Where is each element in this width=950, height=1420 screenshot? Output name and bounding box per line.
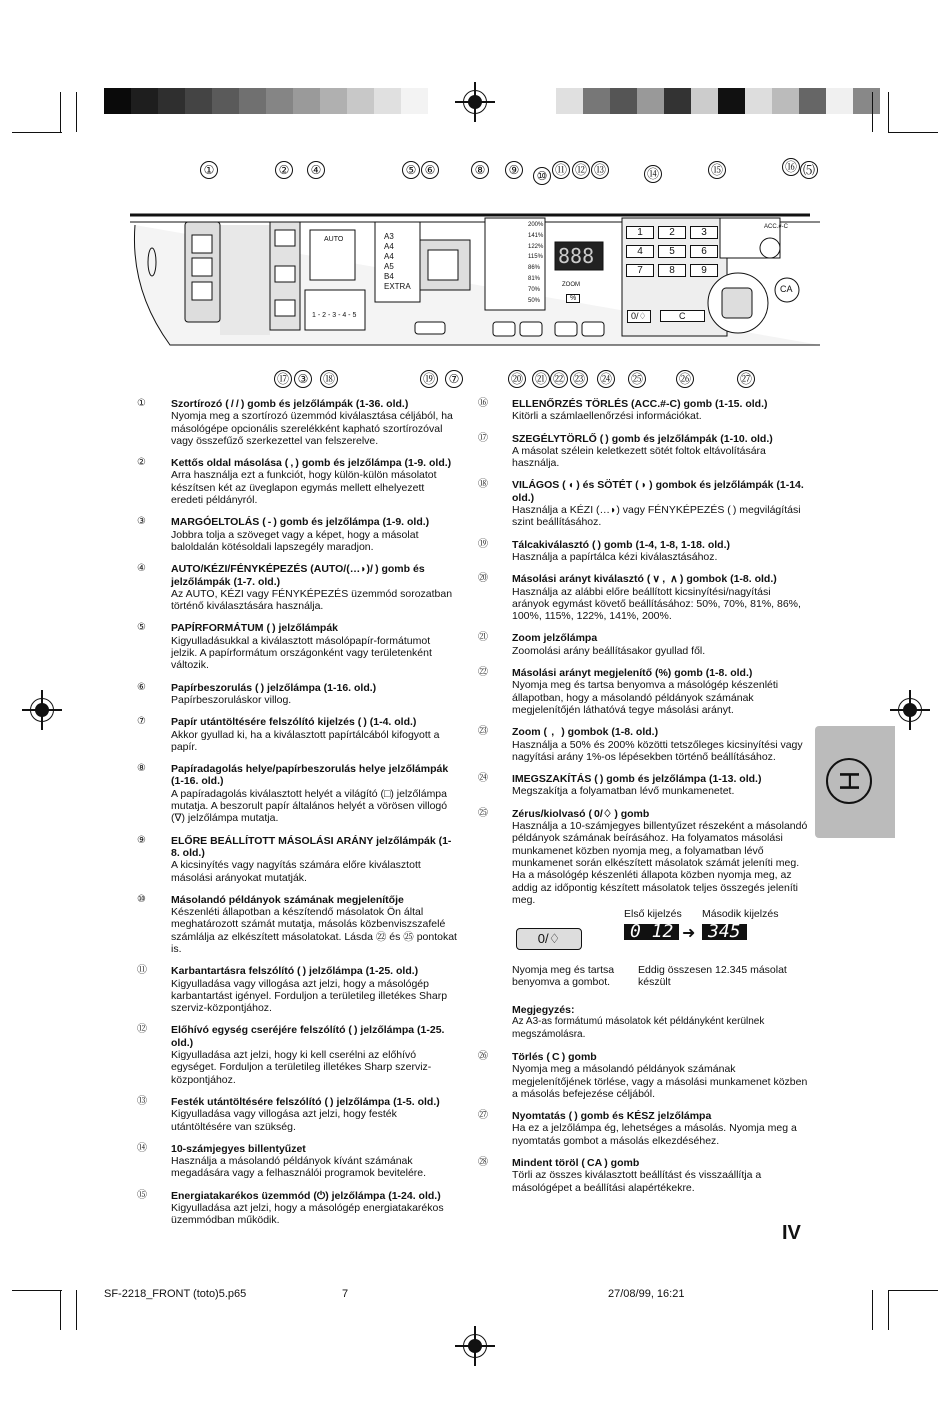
- item-dual-page: [137, 457, 459, 506]
- paper-size-b4: B4: [384, 272, 394, 281]
- item-desc: Az AUTO, KÉZI vagy FÉNYKÉPEZÉS üzemmód sorozatban történő kiválasztására használja.: [171, 587, 453, 613]
- crop-mark: [888, 132, 938, 133]
- callout-17: ⑰: [274, 370, 292, 388]
- clear-key[interactable]: C: [660, 310, 705, 322]
- item-desc: Akkor gyullad ki, ha a kiválasztott papírtálcából kifogyott a papír.: [171, 728, 440, 753]
- item-desc: Ha ez a jelzőlámpa ég, lehetséges a másolás. Nyomja meg a nyomtatás gombot a másolás elkezdéséhez.: [512, 1122, 797, 1147]
- crop-mark: [12, 132, 62, 133]
- item-desc: A másolat szélein keletkezett sötét foltok eltávolítására használja.: [512, 444, 766, 470]
- item-clear: [478, 1051, 808, 1100]
- item-title: 10-számjegyes billentyűzet: [171, 1142, 306, 1155]
- second-display: 345: [702, 924, 747, 940]
- item-developer: [137, 1024, 459, 1085]
- control-panel-drawing: [130, 200, 820, 360]
- item-desc: Használja a KÉZI (…◗) vagy FÉNYKÉPEZÉS ( ) megvilágítási szint beállításához.: [512, 504, 801, 529]
- paper-size-a5: A5: [384, 262, 394, 271]
- item-desc: Papírbeszoruláskor villog.: [171, 693, 292, 706]
- item-title: Szortírozó ( / / ) gomb és jelzőlámpák (1-36. old.): [171, 398, 409, 410]
- note-title: Megjegyzés:: [512, 1004, 575, 1017]
- item-title: Tálcakiválasztó ( ) gomb (1-4, 1-8, 1-18. old.): [512, 538, 730, 551]
- item-title: Karbantartásra felszólító ( ) jelzőlámpa (1-25. old.): [171, 965, 419, 978]
- callout-8: ⑧: [471, 161, 489, 179]
- callout-24: ㉔: [597, 370, 615, 388]
- item-desc: Kitörli a számlaellenőrzési információkat.: [512, 410, 702, 423]
- callout-27: ㉗: [737, 370, 755, 388]
- ratio-86: 86%: [528, 265, 541, 272]
- item-edge-erase: [478, 433, 808, 470]
- callout-11: ⑪: [552, 161, 570, 179]
- item-title: SZEGÉLYTÖRLŐ ( ) gomb és jelzőlámpák (1-10. old.): [512, 432, 773, 445]
- item-marker: ⑪: [137, 965, 147, 977]
- item-marker: ⑱: [478, 479, 488, 491]
- item-desc: Nyomja meg a szortírozó üzemmód kiválasztása céljából, ha másológépe opcionális szerelékként kapható szortírozóval vagy összefűző szerkezettel van felszerelve.: [171, 410, 453, 447]
- footer-date: 27/08/99, 16:21: [608, 1288, 685, 1300]
- footer-file: SF-2218_FRONT (toto)5.p65: [104, 1288, 247, 1300]
- ratio-70: 70%: [528, 286, 541, 293]
- item-desc: Használja a másolandó példányok kívánt számának megadására vagy a felhasználói programok bevitelére.: [171, 1155, 427, 1180]
- item-desc: Használja az alábbi előre beállított kicsinyítési/nagyítási arányok egymást követő beállításához: 50%, 70%, 81%, 86%, 100%, 115%, 122%, 141%, 200%.: [512, 585, 801, 623]
- item-title: Zoom ( , ) gombok (1-8. old.): [512, 726, 659, 739]
- item-marker: ⑤: [137, 622, 146, 634]
- crop-mark: [60, 92, 61, 132]
- item-title: Papír utántöltésére felszólító kijelzés ( ) (1-4. old.): [171, 716, 417, 729]
- callout-26: ㉖: [676, 370, 694, 388]
- callout-4: ④: [307, 161, 325, 179]
- item-zero-readout: [478, 808, 808, 906]
- callout-13: ⑬: [591, 161, 609, 179]
- item-desc: Nyomja meg és tartsa benyomva a másológép készenléti állapotban, hogy a másolandó példányok számának megjelenítőjén láthatóvá tegye másolási arányt.: [512, 679, 779, 716]
- paper-size-a4: A4: [384, 242, 394, 251]
- item-ratio-select: [478, 573, 808, 622]
- item-preset-ratio: [137, 835, 459, 884]
- item-marker: ⑥: [137, 681, 146, 693]
- key-2[interactable]: 2: [658, 226, 686, 239]
- callout-2: ②: [275, 161, 293, 179]
- item-marker: ⑳: [478, 573, 488, 585]
- callout-14: ⑭: [644, 165, 662, 183]
- callout-20: ⑳: [508, 370, 526, 388]
- item-maintenance: [137, 965, 459, 1014]
- crop-mark: [60, 1290, 61, 1330]
- item-marker: ㉖: [478, 1050, 488, 1062]
- ratio-200: 200%: [528, 222, 544, 228]
- numeric-keypad: [626, 226, 722, 277]
- crop-mark: [888, 1290, 889, 1330]
- ratio-81: 81%: [528, 275, 541, 282]
- crop-mark: [76, 92, 77, 132]
- ratio-122: 122%: [528, 243, 544, 250]
- callout-6: ⑥: [421, 161, 439, 179]
- item-energy-save: [137, 1190, 459, 1227]
- item-marker: ㉒: [478, 667, 488, 679]
- item-title: Festék utántöltésére felszólító ( ) jelzőlámpa (1-5. old.): [171, 1095, 440, 1108]
- item-title: Papírbeszorulás ( ) jelzőlámpa (1-16. old.): [171, 681, 377, 694]
- item-title: Papíradagolás helye/papírbeszorulás helye jelzőlámpák (1-16. old.): [171, 763, 449, 788]
- item-marker: ㉘: [478, 1157, 488, 1169]
- item-title: Másolandó példányok számának megjelenítője: [171, 893, 404, 906]
- item-marker: ⑦: [137, 716, 146, 728]
- item-desc: A kicsinyítés vagy nagyítás számára előre kiválasztott másolási arányokat mutatják.: [171, 859, 421, 884]
- callout-1: ①: [200, 161, 218, 179]
- item-desc: A papíradagolás kiválasztott helyét a világító (□) jelzőlámpa mutatja. A beszorult papír általános helyét a vörösen villogó (∇) jelzőlámpa mutatja.: [171, 787, 448, 825]
- callout-18: ⑱: [320, 370, 338, 388]
- item-desc: Kigyulladása vagy villogása azt jelzi, hogy festék utántöltésére van szükség.: [171, 1108, 397, 1133]
- crop-mark: [872, 1290, 873, 1330]
- crop-mark: [888, 1290, 938, 1291]
- registration-mark-right: [890, 690, 930, 730]
- key-9[interactable]: 9: [690, 264, 718, 277]
- item-desc: Arra használja ezt a funkciót, hogy külön-külön másolatot készítsen két az üveglapon egymás mellett elhelyezett eredeti példányról.: [171, 469, 437, 507]
- footer-page: 7: [342, 1288, 349, 1300]
- item-title: AUTO/KÉZI/FÉNYKÉPEZÉS (AUTO/(…◗)/ ) gomb és jelzőlámpák (1-7. old.): [171, 563, 425, 588]
- crop-mark: [888, 92, 889, 132]
- item-marker: ④: [137, 563, 146, 575]
- ratio-115: 115%: [528, 254, 543, 261]
- item-desc: Jobbra tolja a szöveget vagy a képet, hogy a másolat baloldalán kötésoldali lapszegély maradjon.: [171, 528, 419, 553]
- note-block: [512, 1004, 808, 1041]
- item-marker: ㉕: [478, 807, 488, 819]
- item-desc: Nyomja meg a másolandó példányok számának megjelenítőjének törlése, vagy a másolási munkamenet közben a másolás befejezése céljából.: [512, 1063, 808, 1100]
- item-paper-size: [137, 622, 459, 671]
- callout-23: ㉓: [570, 370, 588, 388]
- item-desc: Használja a 50% és 200% közötti tetszőleges kicsinyítési vagy nagyítási arány 1%-os lépésekben történő beállításához.: [512, 738, 803, 763]
- item-marker: ③: [137, 516, 146, 528]
- item-title: ELLENŐRZÉS TÖRLÉS (ACC.#-C) gomb (1-15. old.): [512, 398, 768, 410]
- item-interrupt: [478, 773, 808, 798]
- item-title: Törlés ( C ) gomb: [512, 1050, 597, 1063]
- item-title: Nyomtatás ( ) gomb és KÉSZ jelzőlámpa: [512, 1110, 712, 1123]
- key-8[interactable]: 8: [658, 264, 686, 277]
- item-marker: ②: [137, 457, 146, 469]
- paper-size-a4-r: A4: [384, 252, 394, 261]
- item-marker: ⑮: [137, 1189, 147, 1201]
- right-column: [478, 398, 808, 1204]
- paper-size-a3: A3: [384, 232, 394, 241]
- item-title: Energiatakarékos üzemmód (⏻) jelzőlámpa (1-24. old.): [171, 1189, 441, 1202]
- left-column: [137, 398, 459, 1237]
- language-tab-letter: H: [826, 758, 872, 804]
- ratio-141: 141%: [528, 232, 544, 239]
- percent-button[interactable]: %: [566, 294, 580, 303]
- clear-all-key[interactable]: CA: [780, 284, 793, 294]
- exposure-scale: 1 - 2 - 3 - 4 - 5: [312, 312, 357, 319]
- item-keypad: [137, 1143, 459, 1180]
- auto-label: AUTO: [324, 236, 344, 243]
- item-title: Kettős oldal másolása ( , ) gomb és jelzőlámpa (1-9. old.): [171, 457, 452, 470]
- callout-12: ⑫: [572, 161, 590, 179]
- key-1[interactable]: 1: [626, 226, 654, 239]
- item-desc: Használja a 10-számjegyes billentyűzet részeként a másolandó példányok számának beírásához. Ha folyamatos másolási munkamenet közben nyomja meg, a folyamatban lévő munkamenet során elkészített másolatok számát jeleníti meg. Ha a másológép készenléti állapota közben nyomja meg, az addig az időpontig készített másolatok teljes összegés jeleníti meg.: [512, 820, 808, 906]
- callout-25: ㉕: [628, 370, 646, 388]
- item-marker: ⑰: [478, 432, 488, 444]
- item-desc: Kigyulladása azt jelzi, hogy a másológép energiatakarékos üzemmódban működik.: [171, 1202, 444, 1227]
- item-desc: Zoomolási arány beállításakor gyullad fől.: [512, 644, 706, 657]
- crop-mark: [76, 1290, 77, 1330]
- item-marker: ㉔: [478, 773, 488, 785]
- item-paper-feed: [137, 763, 459, 824]
- zero-readout-key[interactable]: 0/♢: [627, 310, 651, 323]
- arrow-icon: ➜: [682, 925, 696, 943]
- item-sorter: [137, 398, 459, 447]
- item-title: Zérus/kiolvasó ( 0/♢ ) gomb: [512, 807, 650, 820]
- item-marker: ㉑: [478, 632, 488, 644]
- callout-7: ⑦: [445, 370, 463, 388]
- copy-count-display: 888: [558, 244, 595, 268]
- callout-9: ⑨: [505, 161, 523, 179]
- item-title: Előhívó egység cseréjére felszólító ( ) jelzőlámpa (1-25. old.): [171, 1024, 445, 1049]
- callout-21: ㉑: [532, 370, 550, 388]
- item-title: ELŐRE BEÁLLÍTOTT MÁSOLÁSI ARÁNY jelzőlámpák (1-8. old.): [171, 834, 452, 859]
- item-title: VILÁGOS ( ◖ ) és SÖTÉT ( ◗ ) gombok és jelzőlámpák (1-14. old.): [512, 479, 804, 504]
- control-panel-illustration: [130, 200, 820, 360]
- zoom-label: ZOOM: [562, 282, 580, 288]
- callout-28: ⑸: [800, 161, 818, 179]
- item-title: IMEGSZAKÍTÁS ( ) gomb és jelzőlámpa (1-13. old.): [512, 773, 762, 786]
- crop-mark: [872, 92, 873, 132]
- paper-size-list: [384, 232, 411, 292]
- item-desc: Készenléti állapotban a készítendő másolatok Ön által meghatározott számát mutatja, másolás közbenviszszafelé számlálja az elkészített másolatokat. Lásda ㉒ és ㉕ pontokat is.: [171, 906, 457, 955]
- callout-19: ⑲: [420, 370, 438, 388]
- second-display-label: Második kijelzés: [702, 908, 779, 921]
- item-marker: ⑧: [137, 763, 146, 775]
- item-title: Másolási arányt megjelenítő (%) gomb (1-8. old.): [512, 667, 753, 680]
- item-clear-all: [478, 1157, 808, 1194]
- item-paper-jam: [137, 682, 459, 707]
- item-desc: Kigyulladása azt jelzi, hogy ki kell cserélni az előhívó egységet. Forduljon a területileg illetékes Sharp szerviz-központjához.: [171, 1049, 432, 1086]
- caption-total: Eddig összesen 12.345 másolat készült: [638, 964, 787, 989]
- item-title: Másolási arányt kiválasztó ( ∨ , ∧ ) gombok (1-8. old.): [512, 573, 777, 586]
- key-3[interactable]: 3: [690, 226, 718, 239]
- grayscale-calibration-bar: [104, 88, 428, 114]
- item-title: MARGÓELTOLÁS ( - ) gomb és jelzőlámpa (1-9. old.): [171, 516, 430, 529]
- key-6[interactable]: 6: [690, 245, 718, 258]
- item-marker: ⑲: [478, 538, 488, 550]
- callout-3: ③: [294, 370, 312, 388]
- item-marker: ㉓: [478, 726, 488, 738]
- crop-mark: [12, 1290, 62, 1291]
- item-marker: ⑨: [137, 834, 146, 846]
- item-desc: Kigyulladása vagy villogása azt jelzi, hogy a másológép karbantartást igényel. Forduljon a területileg illetékes Sharp szerviz-központjához.: [171, 977, 448, 1015]
- item-desc: Kigyulladásukkal a kiválasztott másolópapír-formátumot jelzik. A papírformátum országonként vagy területenként változik.: [171, 634, 432, 672]
- item-zoom-indicator: [478, 632, 808, 657]
- callout-22: ㉒: [550, 370, 568, 388]
- page-number: IV: [782, 1222, 801, 1244]
- item-ratio-display: [478, 667, 808, 716]
- acc-label: ACC.#-C: [764, 224, 789, 230]
- note-text: Az A3-as formátumú másolatok két példányként kerülnek megszámolásra.: [512, 1016, 765, 1040]
- language-tab: [815, 726, 895, 838]
- item-desc: Használja a papírtálca kézi kiválasztásához.: [512, 550, 718, 563]
- item-desc: Törli az összes kiválasztott beállítást és visszaállítja a másológépet a beállítási alapértékekre.: [512, 1169, 762, 1194]
- item-marker: ⑩: [137, 893, 146, 905]
- item-marker: ⑭: [137, 1142, 147, 1154]
- paper-size-extra: EXTRA: [384, 282, 411, 291]
- callout-15: ⑮: [708, 161, 726, 179]
- item-title: Mindent töröl ( CA ) gomb: [512, 1157, 640, 1170]
- callout-10: ⑩: [533, 167, 551, 185]
- item-marker: ⑯: [478, 398, 488, 409]
- item-tray-select: [478, 539, 808, 564]
- key-7[interactable]: 7: [626, 264, 654, 277]
- first-display-label: Első kijelzés: [624, 908, 682, 921]
- callout-16: ⑯: [782, 158, 800, 176]
- first-display: 0 12: [624, 924, 679, 940]
- key-4[interactable]: 4: [626, 245, 654, 258]
- item-title: PAPÍRFORMÁTUM ( ) jelzőlámpák: [171, 622, 339, 635]
- registration-mark-left: [22, 690, 62, 730]
- readout-figure: [512, 908, 808, 1004]
- item-copy-count-display: [137, 894, 459, 955]
- item-auto-manual-photo: [137, 563, 459, 612]
- zero-key-illustration: 0/♢: [516, 928, 582, 950]
- item-toner: [137, 1096, 459, 1133]
- ratio-value-list: [528, 220, 543, 306]
- item-desc: Megszakítja a folyamatban lévő munkamenetet.: [512, 785, 735, 798]
- ratio-50: 50%: [528, 297, 541, 304]
- item-add-paper: [137, 716, 459, 753]
- item-acc-clear: [478, 398, 808, 423]
- item-margin-shift: [137, 516, 459, 553]
- item-title: Zoom jelzőlámpa: [512, 632, 598, 645]
- item-marker: ①: [137, 398, 146, 409]
- key-5[interactable]: 5: [658, 245, 686, 258]
- grayscale-calibration-bar-right: [556, 88, 880, 114]
- item-zoom-buttons: [478, 726, 808, 763]
- caption-press-hold: Nyomja meg és tartsa benyomva a gombot.: [512, 964, 615, 989]
- item-marker: ⑫: [137, 1024, 147, 1036]
- item-marker: ⑬: [137, 1095, 147, 1107]
- item-print: [478, 1110, 808, 1147]
- registration-mark-bottom: [455, 1326, 495, 1366]
- registration-mark-top: [455, 82, 495, 122]
- callout-5: ⑤: [402, 161, 420, 179]
- item-light-dark: [478, 479, 808, 528]
- item-marker: ㉗: [478, 1110, 488, 1122]
